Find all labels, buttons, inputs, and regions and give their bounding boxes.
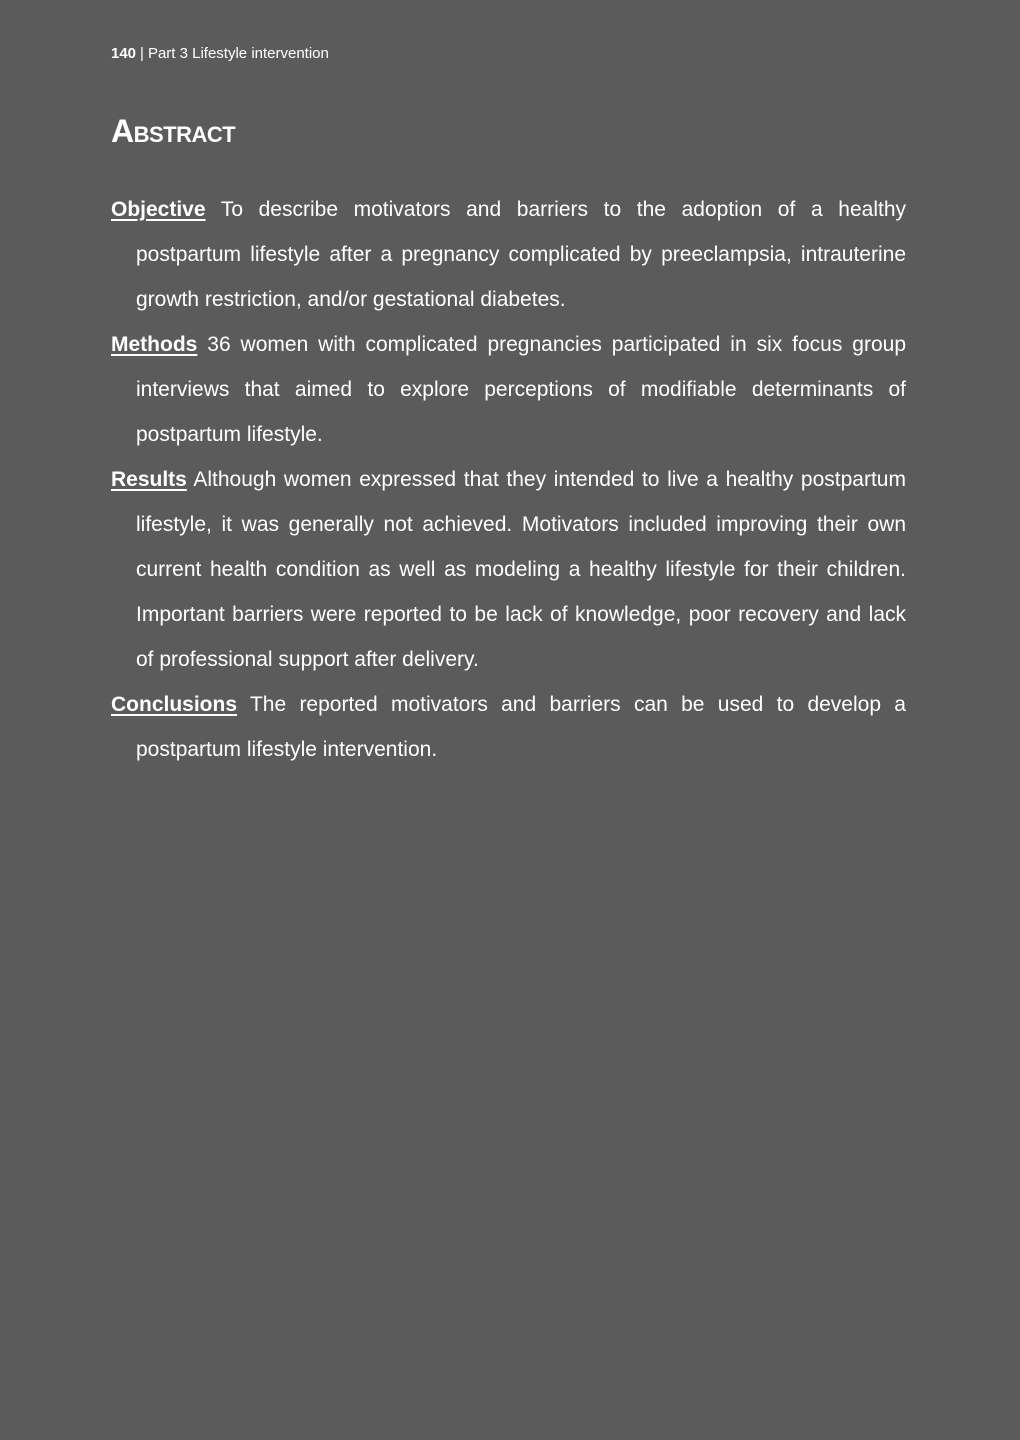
conclusions-section [111,682,906,772]
results-label: Results [111,468,187,491]
abstract-heading: Abstract [111,113,236,149]
header-separator: | [140,45,144,62]
running-header [111,45,329,63]
conclusions-label: Conclusions [111,693,238,716]
conclusions-text: The reported motivators and barriers can be used to develop a postpartum lifestyle intervention. [136,693,906,761]
page-number: 140 [111,45,137,62]
results-section [111,457,906,682]
objective-text: To describe motivators and barriers to the adoption of a healthy postpartum lifestyle after a pregnancy complicated by preeclampsia, intrauterine growth restriction, and/or gestational diabetes. [136,198,906,311]
objective-section [111,187,906,322]
methods-label: Methods [111,333,198,356]
methods-text: 36 women with complicated pregnancies participated in six focus group interviews that aimed to explore perceptions of modifiable determinants of postpartum lifestyle. [136,333,906,446]
section-title: Part 3 Lifestyle intervention [147,45,329,62]
abstract-body [111,187,906,772]
objective-label: Objective [111,198,206,221]
results-text: Although women expressed that they intended to live a healthy postpartum lifestyle, it was generally not achieved. Motivators included improving their own current health condition as well as modeling a healthy lifestyle for their children. Important barriers were reported to be lack of knowledge, poor recovery and lack of professional support after delivery. [136,468,906,671]
methods-section [111,322,906,457]
